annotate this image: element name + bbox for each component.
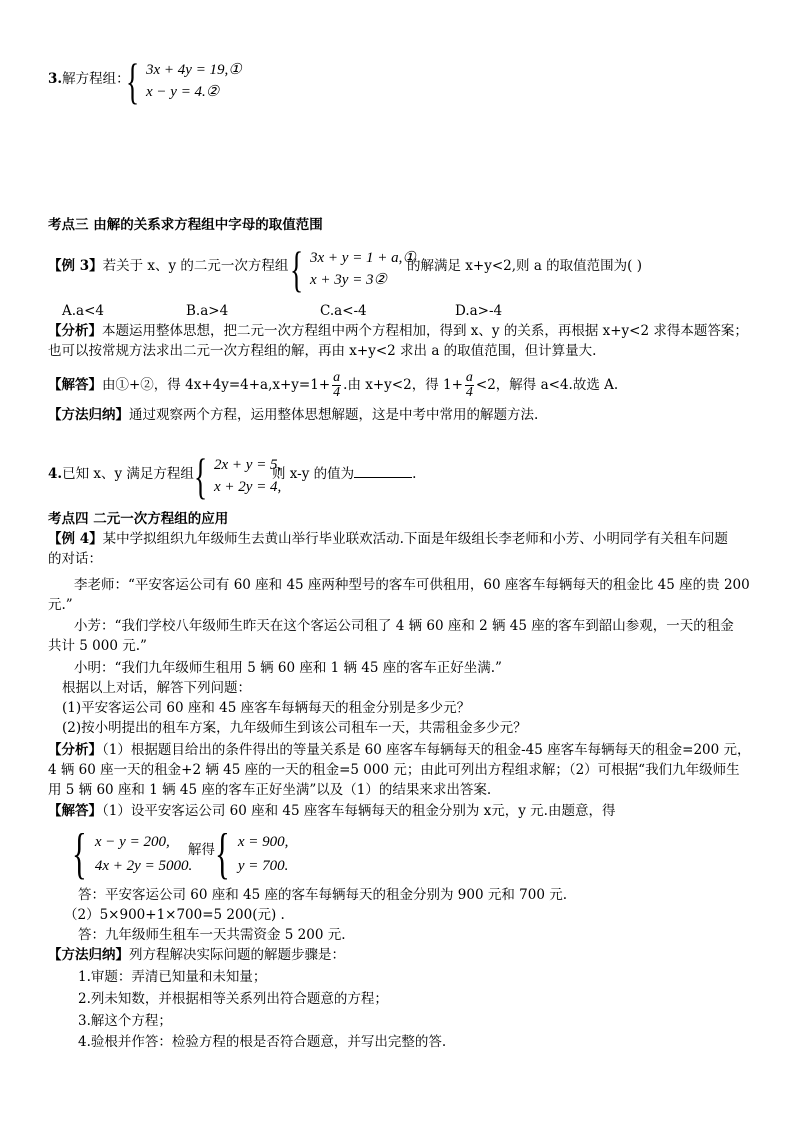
equation-1: 3x + y = 1 + a,① (310, 250, 416, 266)
analysis-line-2: 4 辆 60 座一天的租金+2 辆 45 座的一天的租金=5 000 元；由此可列出方程组求解；（2）可根据“我们九年级师生 (48, 762, 740, 778)
fraction (465, 371, 474, 400)
analysis-tag: 【分析】 (48, 742, 102, 758)
dialogue-xiaofang-2: 共计 5 000 元.” (48, 638, 147, 654)
question-number: 3. (48, 71, 63, 87)
answer-text: （1）设平安客运公司 60 座和 45 座客车每辆每天的租金分别为 x元，y 元.由题意，得 (102, 803, 616, 819)
example-3-condition: 的解满足 x+y<2,则 a 的取值范围为( ) (407, 258, 642, 274)
example-3-prompt (48, 257, 288, 275)
answer-text: .由 x+y<2，得 1+ (343, 377, 463, 393)
question-4 (48, 465, 194, 483)
equation-2: x + 3y = 3② (310, 272, 388, 288)
equation-2: x + 2y = 4, (214, 479, 282, 495)
fraction (332, 371, 341, 400)
question-number: 4. (48, 466, 63, 482)
sub-question-1: (1)平安客运公司 60 座和 45 座客车每辆每天的租金分别是多少元？ (62, 700, 471, 716)
method-summary (48, 946, 345, 964)
section-title: 考点三 由解的关系求方程组中字母的取值范围 (48, 217, 323, 233)
solve-word: 解得 (188, 842, 215, 858)
brace-icon: { (215, 823, 230, 885)
answer-tag: 【解答】 (48, 803, 102, 819)
equation-system-ex3 (290, 241, 416, 297)
question-text: 已知 x、y 满足方程组 (62, 466, 194, 482)
equation-1: 2x + y = 5, (214, 457, 282, 473)
method-tag: 【方法归纳】 (48, 407, 129, 423)
brace-icon: { (126, 53, 140, 109)
example-4-line-1 (48, 530, 728, 548)
equation-2: 4x + 2y = 5000. (94, 858, 193, 874)
solution-1: x = 900, (237, 834, 289, 850)
answer-line (48, 370, 618, 400)
dialogue-teacher-1: 李老师：“平安客运公司有 60 座和 45 座两种型号的客车可供租用，60 座客车每辆每天的租金比 45 座的贵 200 (74, 577, 750, 593)
equation-1: 3x + 4y = 19,① (146, 62, 242, 78)
answer-line-2: 答：平安客运公司 60 座和 45 座的客车每辆每天的租金分别为 900 元和 700 元. (78, 887, 568, 903)
answer-blank[interactable] (354, 465, 412, 478)
example-tag: 【例 4】 (48, 531, 103, 547)
equation-2: x − y = 4.② (146, 84, 220, 100)
dialogue-xiaofang-1: 小芳：“我们学校八年级师生昨天在这个客运公司租了 4 辆 60 座和 2 辆 45 座的客车到韶山参观，一天的租金 (74, 618, 734, 634)
brace-icon: { (194, 448, 208, 504)
answer-text: 由①+②，得 4x+4y=4+a,x+y=1+ (102, 377, 331, 393)
analysis-tag: 【分析】 (48, 323, 102, 339)
answer-line-1 (48, 802, 615, 820)
fraction-denominator: 4 (333, 385, 341, 400)
method-text: 列方程解决实际问题的解题步骤是： (129, 947, 345, 963)
method-text: 通过观察两个方程，运用整体思想解题，这是中考中常用的解题方法. (129, 407, 539, 423)
example-tag: 【例 3】 (48, 258, 103, 274)
question-text: 则 x-y 的值为 (272, 466, 355, 482)
question-4-tail (272, 465, 416, 483)
question-text: 解方程组： (62, 71, 130, 87)
brace-icon: { (290, 241, 304, 297)
dialogue-teacher-2: 元.” (48, 597, 73, 613)
step-item: 1.审题：弄清已知量和未知量； (78, 969, 267, 985)
example-4-line-2: 的对话： (48, 551, 102, 567)
method-summary (48, 406, 538, 424)
fraction-numerator: a (465, 370, 473, 385)
option-b: B.a>4 (186, 303, 229, 319)
fraction-denominator: 4 (465, 385, 473, 400)
option-a: A.a<4 (62, 303, 104, 319)
equation-system-q4 (194, 448, 282, 504)
analysis-line-3: 用 5 辆 60 座和 1 辆 45 座的客车正好坐满”以及（1）的结果来求出答案. (48, 782, 492, 798)
example-text: 若关于 x、y 的二元一次方程组 (102, 258, 289, 274)
answer-text: <2，解得 a<4.故选 A. (475, 377, 619, 393)
dialogue-xiaoming: 小明：“我们九年级师生租用 5 辆 60 座和 1 辆 45 座的客车正好坐满.” (74, 660, 502, 676)
question-3 (48, 70, 130, 88)
step-item: 4.验根并作答：检验方程的根是否符合题意，并写出完整的答. (78, 1034, 447, 1050)
step-item: 2.列未知数，并根据相等关系列出符合题意的方程； (78, 991, 388, 1007)
fraction-numerator: a (333, 370, 341, 385)
analysis-line-1 (48, 322, 748, 340)
equation-system-ex4 (72, 823, 193, 885)
solution-2: y = 700. (237, 858, 289, 874)
analysis-text: （1）根据题目给出的条件得出的等量关系是 60 座客车每辆每天的租金-45 座客车每辆每天的租金=200 元， (102, 742, 751, 758)
option-c: C.a<-4 (320, 303, 367, 319)
analysis-line-1 (48, 741, 751, 759)
equation-system-q3 (126, 53, 242, 109)
section-title: 考点四 二元一次方程组的应用 (48, 511, 229, 527)
period: . (412, 466, 417, 482)
answer-line-3: （2）5×900+1×700=5 200(元) . (64, 907, 285, 923)
answer-line-4: 答：九年级师生租车一天共需资金 5 200 元. (78, 927, 346, 943)
equation-1: x − y = 200, (94, 834, 170, 850)
example-text: 某中学拟组织九年级师生去黄山举行毕业联欢活动.下面是年级组长李老师和小芳、小明同学有关租车问题 (102, 531, 728, 547)
option-d: D.a>-4 (455, 303, 503, 319)
prompt: 根据以上对话，解答下列问题： (62, 680, 251, 696)
method-tag: 【方法归纳】 (48, 947, 129, 963)
solution-system-ex4 (215, 823, 289, 885)
brace-icon: { (72, 823, 87, 885)
step-item: 3.解这个方程； (78, 1013, 172, 1029)
analysis-line-2: 也可以按常规方法求出二元一次方程组的解，再由 x+y<2 求出 a 的取值范围，但计算量大. (48, 343, 597, 359)
sub-question-2: (2)按小明提出的租车方案，九年级师生到该公司租车一天，共需租金多少元？ (62, 720, 527, 736)
analysis-text: 本题运用整体思想，把二元一次方程组中两个方程相加，得到 x、y 的关系，再根据 x+y<2 求得本题答案； (102, 323, 748, 339)
answer-tag: 【解答】 (48, 377, 102, 393)
